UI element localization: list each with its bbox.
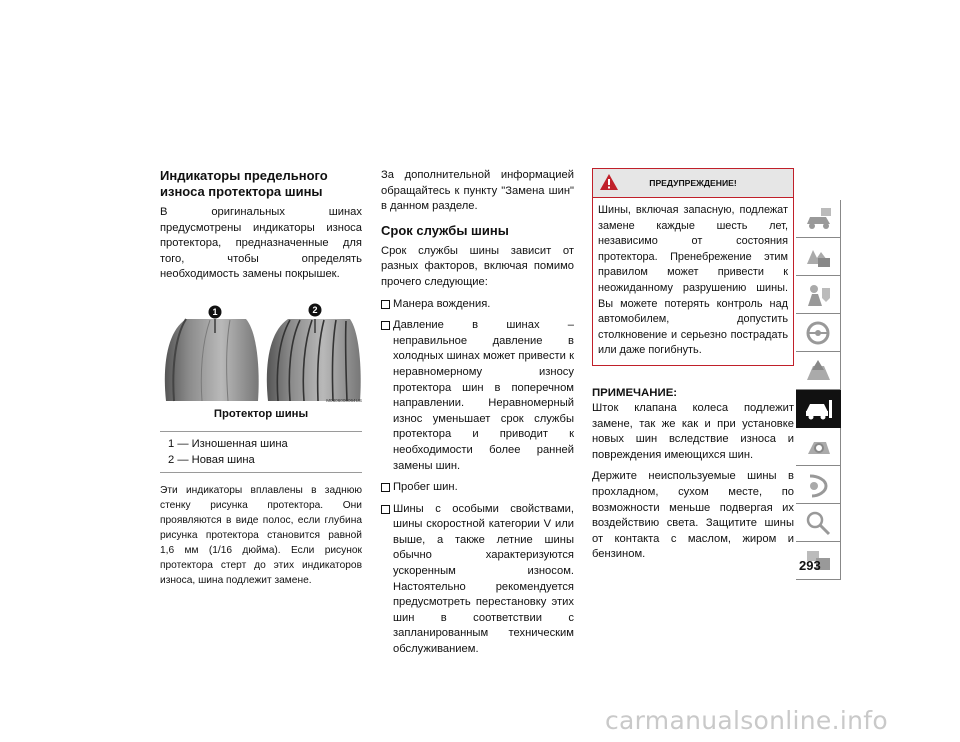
tab-safety[interactable]	[796, 276, 841, 314]
vehicle-info-icon	[804, 206, 834, 232]
figure-caption: Протектор шины	[213, 407, 309, 420]
figure-code: M0806000064US	[326, 398, 362, 404]
tab-dashboard[interactable]	[796, 238, 841, 276]
safety-icon	[804, 282, 834, 308]
specifications-icon	[804, 434, 834, 460]
steering-wheel-icon	[804, 320, 834, 346]
page-number: 293	[799, 558, 821, 573]
storage-text: Держите неиспользуемые шины в прохладном, сухом месте, по возможности меньше подвергая их воздействию света. Защитите шины от контакта с маслом, жиром и бензином.	[592, 470, 794, 561]
warning-text: Шины, включая запасную, подлежат замене каждые шесть лет, независимо от состояния протектора. Пренебрежение этим правилом может привести к неожиданному разрушению шины. Вы можете потерять контроль над автомобилем, допустить столкновение и серьезно пострадать или даже погибнуть.	[598, 204, 788, 357]
note-text: Шток клапана колеса подлежит замене, так же как и при установке новых шин вследствие износа и повреждения имеющихся шин.	[592, 401, 794, 461]
multimedia-icon	[804, 472, 834, 498]
tread-indicator-heading: Индикаторы предельного износа протектора шины	[160, 168, 328, 199]
legend-item: 1 — Изношенная шина	[168, 437, 288, 450]
tab-vehicle-info[interactable]	[796, 200, 841, 238]
tread-indicator-intro: В оригинальных шинах предусмотрены индикаторы износа протектора, предназначенные для того, чтобы определять необходимость замены покрышек.	[160, 206, 362, 281]
list-item: Шины с особыми свойствами, шины скоростной категории V или выше, а также летние шины обычно характеризуются ускоренным износом. Настоятельно рекомендуется предусмотреть перестановку этих шин в соответствии с запланированным техническим обслуживанием.	[381, 502, 574, 658]
warning-header	[593, 169, 793, 198]
worn-tire-image	[165, 319, 259, 401]
checkbox-bullet-icon	[381, 300, 390, 309]
left-column	[160, 168, 362, 594]
tab-emergency[interactable]	[796, 352, 841, 390]
warning-box	[592, 168, 794, 366]
right-column	[592, 168, 794, 569]
tire-tread-figure	[160, 293, 362, 405]
warning-triangle-icon	[599, 173, 619, 191]
magnifier-icon	[804, 510, 834, 536]
new-tire-image	[267, 319, 361, 401]
list-item: Давление в шинах – неправильное давление в холодных шинах может привести к неравномерному износу протектора шин в поперечном направлении. Неравномерный износ уменьшает срок службы протектора и приводит к необходимости более ранней замены шин.	[381, 318, 574, 474]
tab-driving[interactable]	[796, 314, 841, 352]
tread-indicator-body: Эти индикаторы вплавлены в заднюю стенку рисунка протектора. Они проявляются в виде полос, если глубина рисунка протектора становится равной 1,6 мм (1/16 дюйма). Если рисунок протектора стерт до этих индикаторов износа, шина подлежит замене.	[160, 484, 362, 586]
dashboard-icon	[804, 244, 834, 270]
list-item: Пробег шин.	[381, 480, 574, 496]
watermark: carmanualsonline.info	[605, 706, 888, 735]
tab-service[interactable]	[796, 390, 841, 428]
checkbox-bullet-icon	[381, 321, 390, 330]
list-item: Манера вождения.	[381, 297, 574, 313]
middle-column	[381, 168, 574, 664]
checkbox-bullet-icon	[381, 483, 390, 492]
emergency-icon	[804, 358, 834, 384]
service-car-icon	[804, 396, 834, 422]
figure-legend	[160, 431, 362, 473]
tab-index[interactable]	[796, 504, 841, 542]
tire-life-heading: Срок службы шины	[381, 222, 509, 238]
tab-multimedia[interactable]	[796, 466, 841, 504]
note-title: ПРИМЕЧАНИЕ:	[592, 386, 678, 399]
tab-specifications[interactable]	[796, 428, 841, 466]
tire-life-factors	[381, 297, 574, 658]
callout-1-label: 1	[212, 306, 218, 317]
warning-title: ПРЕДУПРЕЖДЕНИЕ!	[649, 178, 737, 188]
checkbox-bullet-icon	[381, 505, 390, 514]
callout-2-label: 2	[312, 304, 318, 315]
tire-tread-illustration	[160, 293, 362, 405]
replacement-reference: За дополнительной информацией обращайтесь к пункту "Замена шин" в данном разделе.	[381, 169, 574, 213]
legend-item: 2 — Новая шина	[168, 453, 255, 466]
tire-life-lead: Срок службы шины зависит от разных факторов, включая помимо прочего следующие:	[381, 244, 574, 288]
